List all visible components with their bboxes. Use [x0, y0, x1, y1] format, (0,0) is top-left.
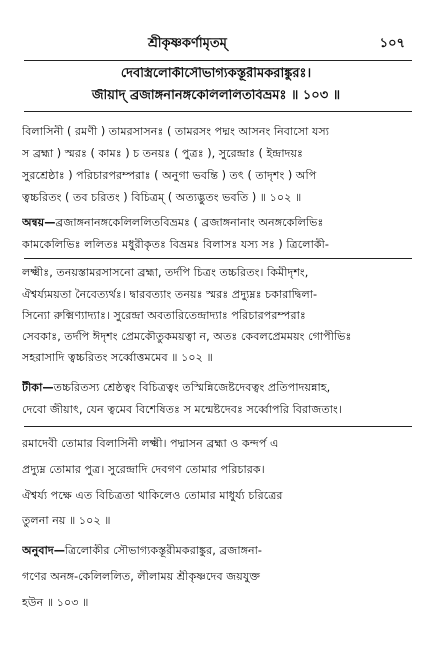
- anubad-line-1: [22, 544, 414, 558]
- translation-line-1: রমাদেবী তোমার বিলাসিনী লক্ষ্মী। পদ্মাসন ব্রহ্মা ও কন্দর্প এ: [22, 437, 279, 450]
- page-number: ১০৭: [379, 36, 405, 51]
- tika-line-2: দেবো জীয়াৎ, যেন ত্বমেব বিশেষিতঃ স মন্মেষ্টদেবঃ সর্ব্বোপরি বিরাজতাং।: [22, 403, 342, 416]
- gloss-line-2: স ব্রহ্মা ) স্মরঃ ( কামঃ ) চ তনয়ঃ ( পুত্রঃ ), সুরেন্দ্রাঃ ( ইন্দ্রাদয়ঃ: [22, 147, 304, 160]
- anvaya-line-2: কামকেলিভিঃ ললিতঃ মধুরীকৃতঃ বিভ্রমঃ বিলাসঃ যস্য সঃ ) ত্রিলোকী-: [22, 238, 329, 251]
- translation-line-4: তুলনা নয় ॥ ১০২ ॥: [22, 514, 111, 527]
- verse-rule: [24, 111, 412, 112]
- gloss-line-1: বিলাসিনী ( রমণী ) তামরসাসনঃ ( তামরসং পদ্মং আসনং নিবাসো যস্য: [22, 125, 330, 138]
- commentary-line-5: সহরাসাদি ত্বচ্চরিতং সর্ব্বোত্তমমেব ॥ ১০২ ॥: [22, 351, 213, 364]
- verse-line-2: জীয়াদ্ ব্রজাঙ্গনানঙ্গকেলিললিতবিভ্রমঃ ॥ ১০৩ ॥: [91, 89, 341, 103]
- translation-line-3: ঐশ্বর্য্য পক্ষে এত বিচিত্রতা থাকিলেও তোমার মাধুর্য্য চরিত্রের: [22, 489, 283, 502]
- anvaya-label: অন্বয়—: [22, 216, 56, 229]
- anubad-label: অনুবাদ—: [22, 544, 65, 557]
- gloss-line-4: ত্বচ্চরিতং ( তব চরিতং ) বিচিত্রম্ ( অত্যদ্ভুতং ভবতি ) ॥ ১০২ ॥: [22, 191, 302, 204]
- commentary-line-4: সেবকাঃ, তর্দপি ঈদৃশং প্রেমকৌতুকময়ত্বা ন, অতঃ কেবলপ্রেমময়ং গোপীভিঃ: [22, 330, 352, 343]
- tika-line-1: [22, 381, 414, 395]
- anvaya-rule: [24, 258, 412, 259]
- anubad-line-2: গণের অনঙ্গ-কেলিললিত, লীলাময় শ্রীকৃষ্ণদেব জয়যুক্ত: [22, 570, 261, 583]
- commentary-line-2: ঐশ্বর্য্যময়তা নৈবেত্যর্থঃ। দ্বারবত্যাং তনয়ঃ স্মরঃ প্রদ্যুম্নঃ চকারাদ্বিলা-: [22, 288, 318, 301]
- commentary-line-1: লক্ষ্মীঃ, তনয়স্তামরসাসনো ব্রহ্মা, তর্দপি চিত্রং তচ্চরিতং। কিমীদৃশং,: [22, 266, 309, 279]
- tika-text-1: তচ্চরিতস্য শ্রেষ্ঠত্বং বিচিত্রত্বং তস্মিন্নিজেষ্টদেবত্বং প্রতিপাদয়ন্নাহ,: [53, 381, 331, 394]
- running-head-title: শ্রীকৃষ্ণকর্ণামৃতম্: [148, 36, 227, 51]
- anvaya-text-1: ব্রজাঙ্গনানঙ্গকেলিললিতবিভ্রমঃ ( ব্রজাঙ্গনানাং অনঙ্গকেলিভিঃ: [55, 216, 324, 229]
- anubad-line-3: হউন ॥ ১০৩ ॥: [22, 596, 89, 609]
- translation-line-2: প্রদ্যুম্ন তোমার পুত্র। সুরেন্দ্রাদি দেবগণ তোমার পরিচারক।: [22, 463, 265, 476]
- commentary-line-3: সিন্যো রুক্মিণ্যাদ্যাঃ। সুরেন্দ্রা অবতারিতেন্দ্রাদ্যাঃ পরিচারপরম্পরাঃ: [22, 309, 306, 322]
- tika-label: টীকা—: [22, 381, 54, 394]
- gloss-line-3: সুরশ্রেষ্ঠাঃ ) পরিচারপরম্পরাঃ ( অনুগা ভবন্তি ) তৎ ( তাদৃশং ) অপি: [22, 169, 317, 182]
- tika-rule: [24, 426, 412, 427]
- running-head: [0, 34, 431, 54]
- anvaya-line-1: [22, 216, 414, 230]
- header-rule: [24, 60, 412, 61]
- verse-line-1: দেবস্ত্রিলোকীসৌভাগ্যকস্তূরীমকরাঙ্কুরঃ।: [120, 67, 312, 81]
- anubad-text-1: ত্রিলোকীর সৌভাগ্যকস্তূরীমকরাঙ্কুর, ব্রজাঙ্গনা-: [64, 544, 262, 557]
